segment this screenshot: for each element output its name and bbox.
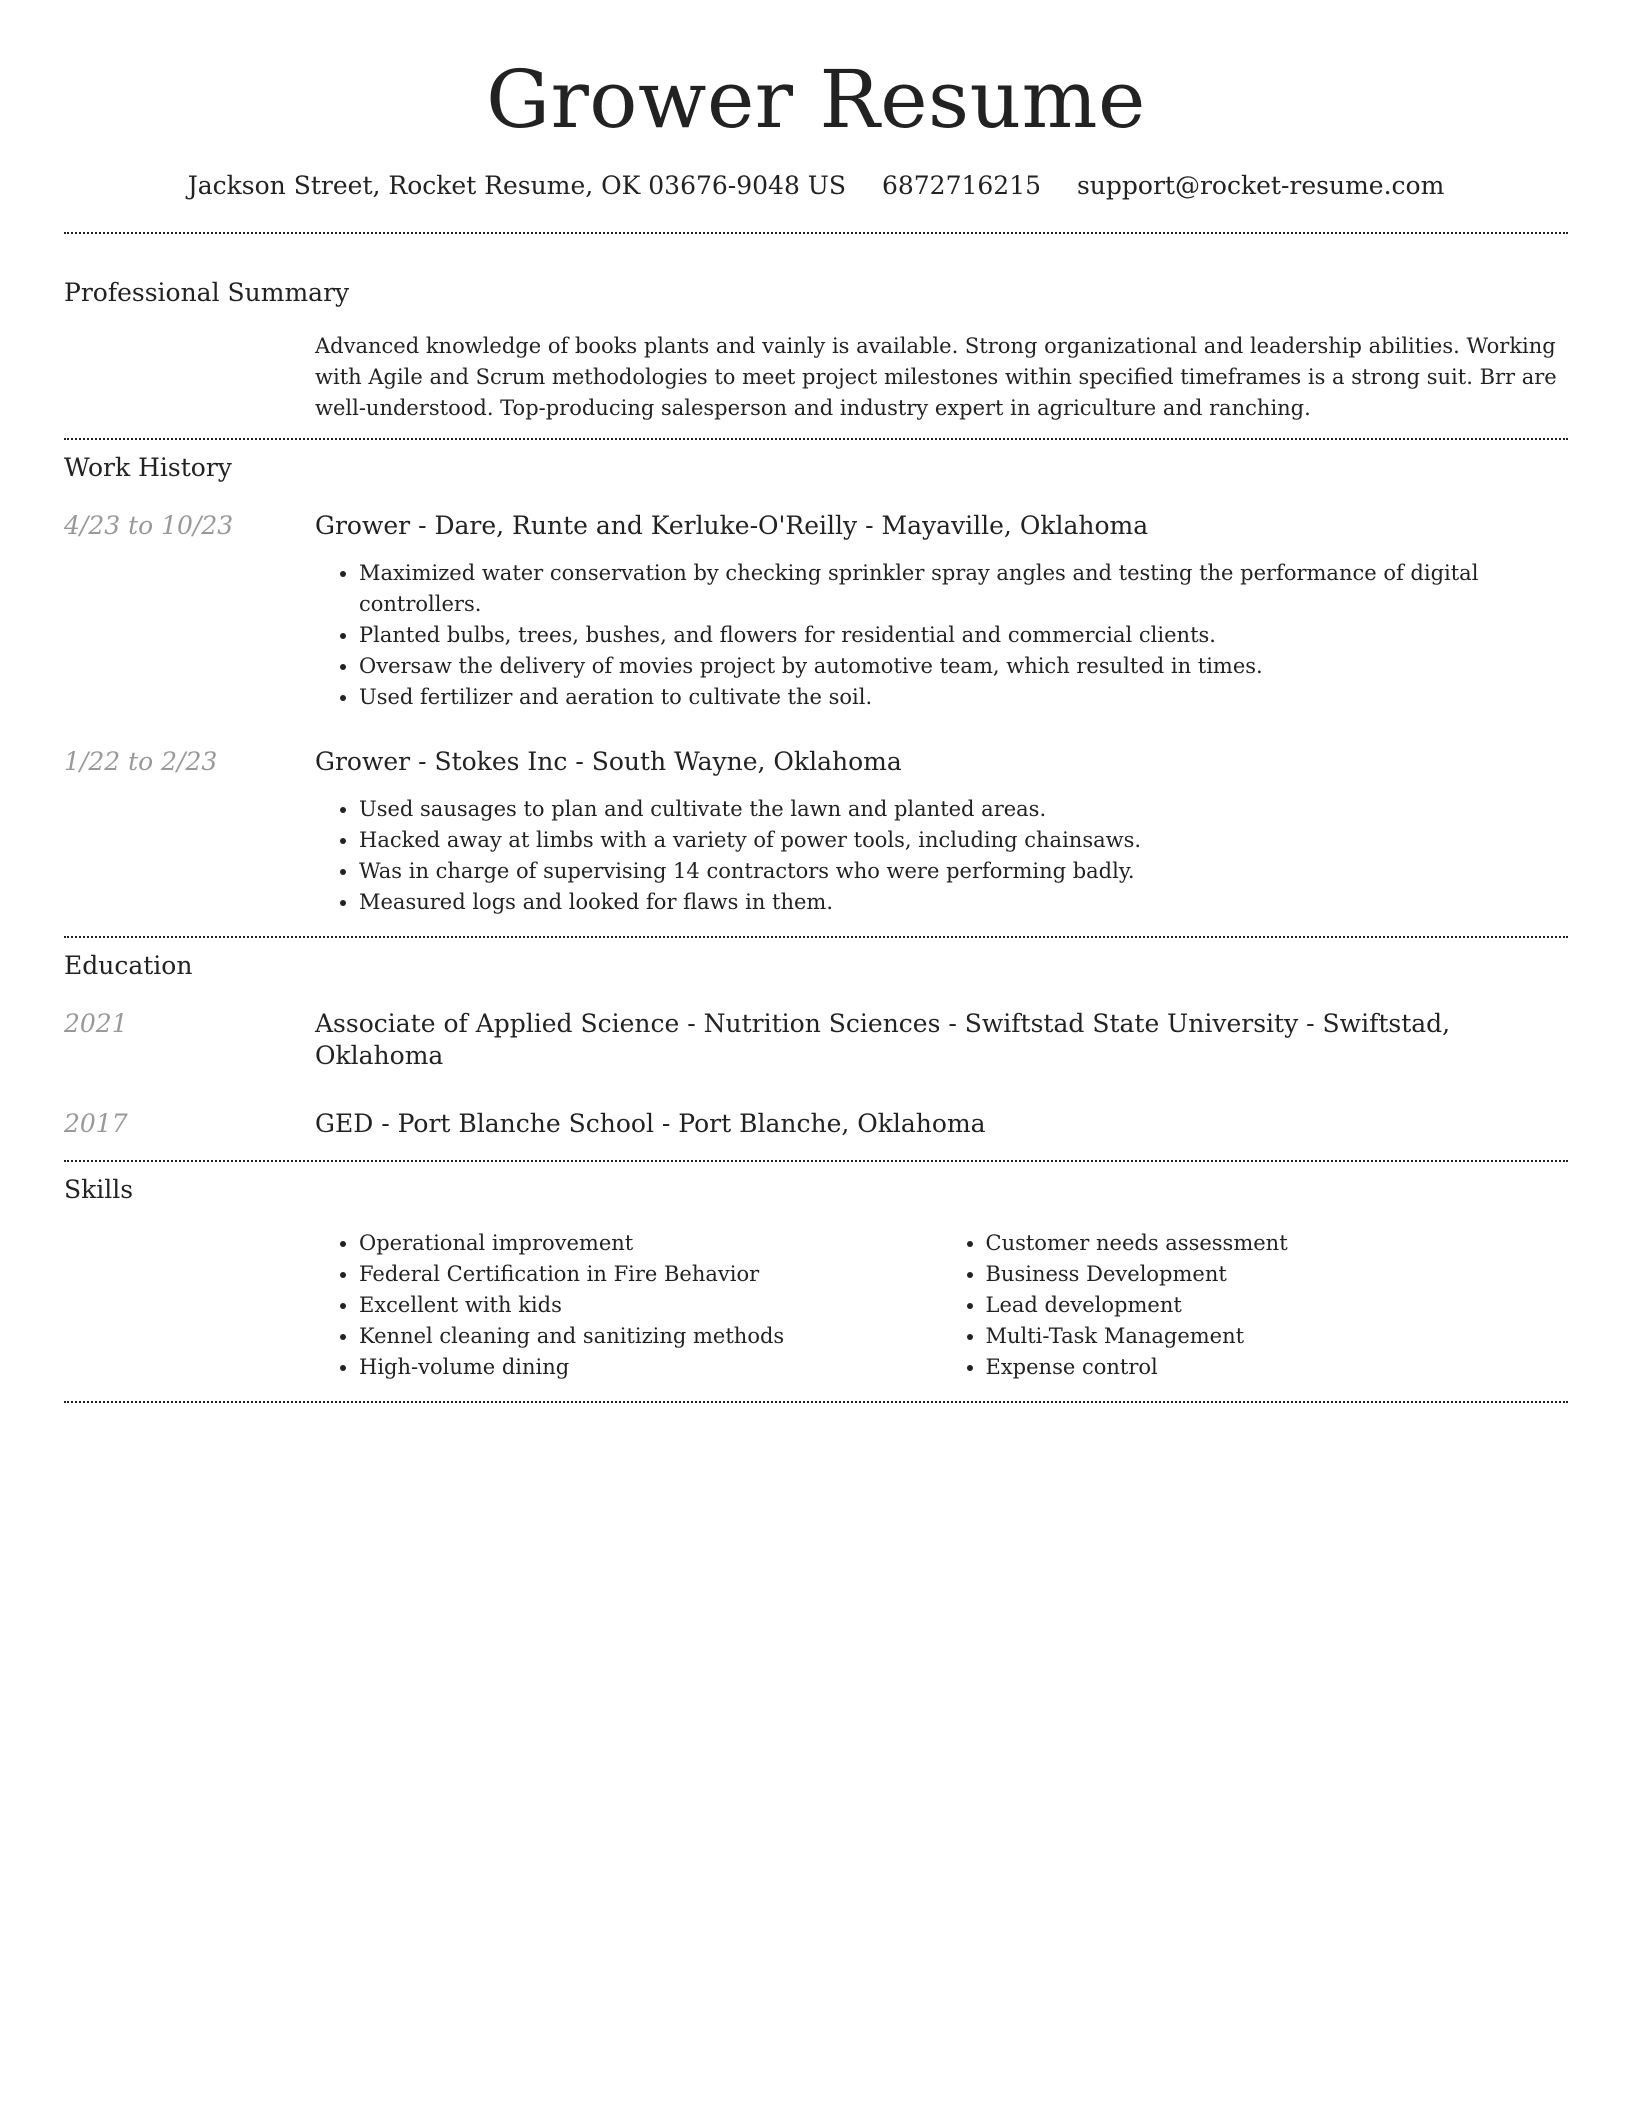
- list-item: • Customer needs assessment: [986, 1228, 1569, 1259]
- list-item: • Business Development: [986, 1259, 1569, 1290]
- contact-email: support@rocket-resume.com: [1076, 171, 1445, 200]
- contact-address: Jackson Street, Rocket Resume, OK 03676-9048 US: [187, 171, 846, 200]
- list-item: • Maximized water conservation by checking sprinkler spray angles and testing the performance of digital controllers.: [359, 558, 1568, 620]
- education-section: [64, 950, 1568, 1140]
- divider: [64, 438, 1568, 440]
- list-item: • Kennel cleaning and sanitizing methods: [359, 1321, 942, 1352]
- education-degree: GED: [315, 1109, 374, 1138]
- job-bullets: [315, 558, 1568, 713]
- job-heading: Grower - Stokes Inc - South Wayne, Oklahoma: [315, 747, 902, 776]
- resume-page: [64, 0, 1568, 1403]
- list-item: • Measured logs and looked for flaws in them.: [359, 887, 1568, 918]
- list-item: • Multi-Task Management: [986, 1321, 1569, 1352]
- resume-name: Grower Resume: [486, 53, 1146, 146]
- job-bullets: [315, 794, 1568, 918]
- list-item: • Hacked away at limbs with a variety of power tools, including chainsaws.: [359, 825, 1568, 856]
- list-item: • Excellent with kids: [359, 1290, 942, 1321]
- job-entry: [64, 746, 1568, 918]
- education-entry: [64, 1108, 1568, 1140]
- list-item: • Operational improvement: [359, 1228, 942, 1259]
- list-item: • Was in charge of supervising 14 contractors who were performing badly.: [359, 856, 1568, 887]
- education-school: - Port Blanche School - Port Blanche, Oklahoma: [373, 1109, 986, 1138]
- section-title-education: Education: [64, 951, 193, 980]
- summary-text: Advanced knowledge of books plants and vainly is available. Strong organizational and leadership abilities. Working with Agile and Scrum methodologies to meet project milestones within specified timeframes is a strong suit. Brr are well-understood. Top-producing salesperson and industry expert in agriculture and ranching.: [315, 334, 1557, 420]
- skills-list-left: [315, 1228, 942, 1383]
- education-year: 2021: [64, 1009, 128, 1038]
- divider: [64, 232, 1568, 234]
- list-item: • Lead development: [986, 1290, 1569, 1321]
- list-item: • Planted bulbs, trees, bushes, and flowers for residential and commercial clients.: [359, 620, 1568, 651]
- education-degree: Associate of Applied Science - Nutrition Sciences: [315, 1009, 941, 1038]
- job-entry: [64, 510, 1568, 713]
- divider: [64, 1160, 1568, 1162]
- skills-list-right: [942, 1228, 1569, 1383]
- contact-line: [64, 170, 1568, 202]
- list-item: • Used sausages to plan and cultivate the lawn and planted areas.: [359, 794, 1568, 825]
- list-item: • High-volume dining: [359, 1352, 942, 1383]
- skills-columns: [315, 1228, 1568, 1383]
- contact-phone: 6872716215: [881, 171, 1042, 200]
- list-item: • Expense control: [986, 1352, 1569, 1383]
- education-school: - Swiftstad State University - Swiftstad, Oklahoma: [315, 1009, 1451, 1070]
- skills-section: [64, 1174, 1568, 1383]
- education-year: 2017: [64, 1109, 128, 1138]
- list-item: • Used fertilizer and aeration to cultivate the soil.: [359, 682, 1568, 713]
- job-dates: 1/22 to 2/23: [64, 747, 218, 776]
- education-entry: [64, 1008, 1568, 1072]
- section-title-summary: Professional Summary: [64, 278, 350, 307]
- summary-section: [64, 277, 1568, 424]
- divider: [64, 1401, 1568, 1403]
- divider: [64, 936, 1568, 938]
- job-heading: Grower - Dare, Runte and Kerluke-O'Reilly - Mayaville, Oklahoma: [315, 511, 1149, 540]
- list-item: • Federal Certification in Fire Behavior: [359, 1259, 942, 1290]
- list-item: • Oversaw the delivery of movies project by automotive team, which resulted in times.: [359, 651, 1568, 682]
- job-dates: 4/23 to 10/23: [64, 511, 234, 540]
- work-section: [64, 452, 1568, 918]
- section-title-skills: Skills: [64, 1175, 134, 1204]
- section-title-work: Work History: [64, 453, 232, 482]
